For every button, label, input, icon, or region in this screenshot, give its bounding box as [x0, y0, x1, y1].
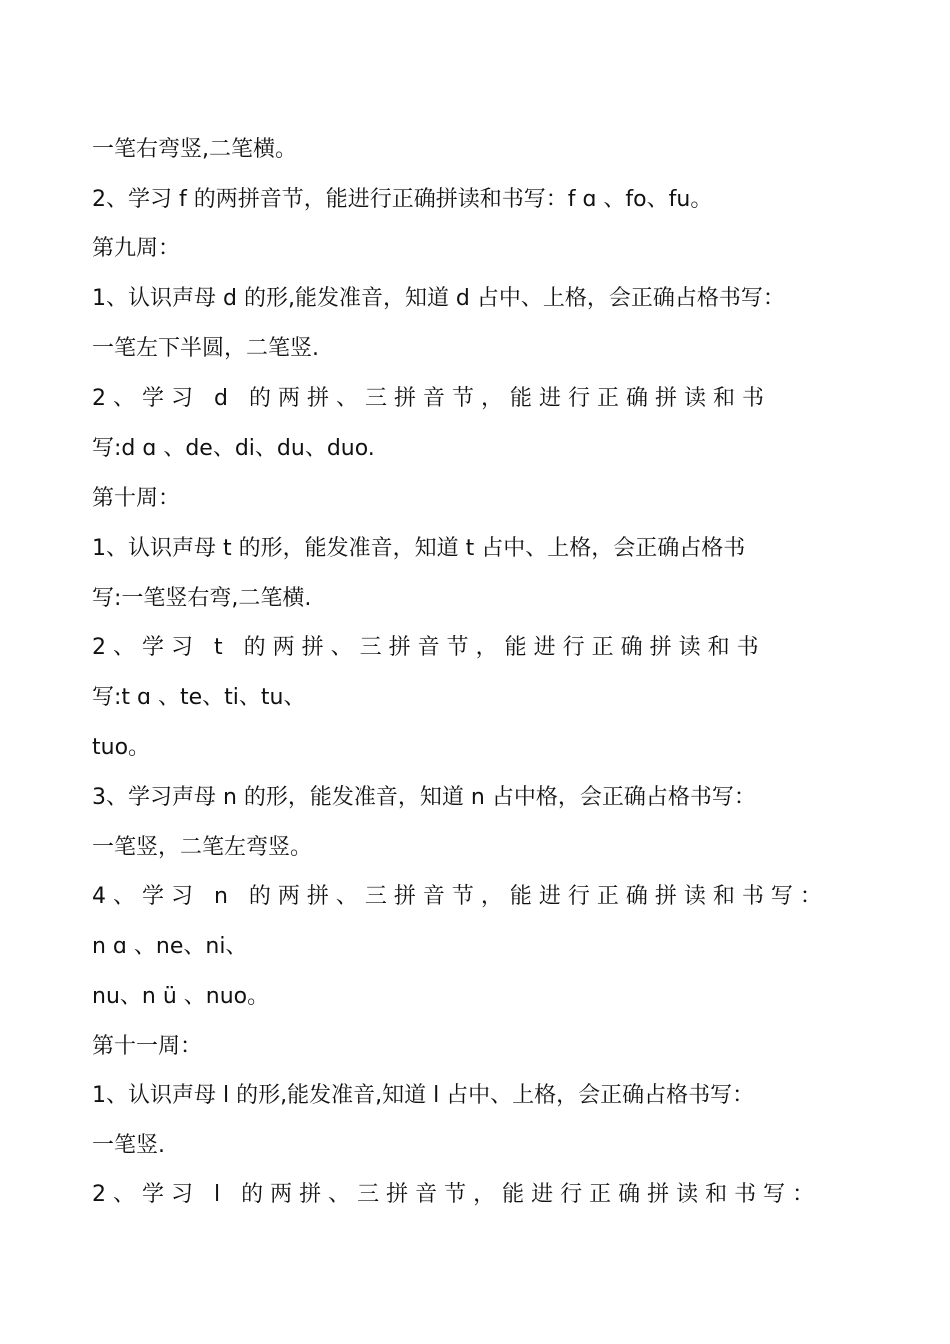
text-line-22: 2、学习 l 的两拼、三拼音节，能进行正确拼读和书写： [92, 1182, 822, 1207]
text-line-7: 写:d ɑ 、de、di、du、duo. [92, 436, 375, 461]
text-line-5: 一笔左下半圆，二笔竖. [92, 336, 319, 361]
text-line-18: nu、n ü 、nuo。 [92, 984, 270, 1009]
text-line-10: 写:一笔竖右弯,二笔横. [92, 586, 312, 611]
text-line-20: 1、认识声母 l 的形,能发准音,知道 l 占中、上格，会正确占格书写： [92, 1083, 755, 1108]
text-line-2: 2、学习 f 的两拼音节，能进行正确拼读和书写：f ɑ 、fo、fu。 [92, 187, 713, 212]
text-line-16: 4、学习 n 的两拼、三拼音节，能进行正确拼读和书写： [92, 884, 829, 909]
text-line-8: 第十周： [92, 486, 181, 511]
text-line-21: 一笔竖. [92, 1133, 165, 1158]
text-line-19: 第十一周： [92, 1034, 203, 1059]
text-line-4: 1、认识声母 d 的形,能发准音，知道 d 占中、上格，会正确占格书写： [92, 286, 785, 311]
text-line-6: 2、学习 d 的两拼、三拼音节，能进行正确拼读和书 [92, 386, 771, 411]
text-line-11: 2、学习 t 的两拼、三拼音节，能进行正确拼读和书 [92, 635, 766, 660]
text-line-3: 第九周： [92, 236, 181, 261]
text-line-15: 一笔竖，二笔左弯竖。 [92, 835, 313, 860]
text-line-12: 写:t ɑ 、te、ti、tu、 [92, 685, 306, 710]
text-line-17: n ɑ 、ne、ni、 [92, 934, 248, 959]
text-line-9: 1、认识声母 t 的形，能发准音，知道 t 占中、上格，会正确占格书 [92, 536, 746, 561]
text-line-14: 3、学习声母 n 的形，能发准音，知道 n 占中格，会正确占格书写： [92, 785, 756, 810]
text-line-13: tuo。 [92, 735, 151, 760]
text-line-1: 一笔右弯竖,二笔横。 [92, 137, 297, 162]
